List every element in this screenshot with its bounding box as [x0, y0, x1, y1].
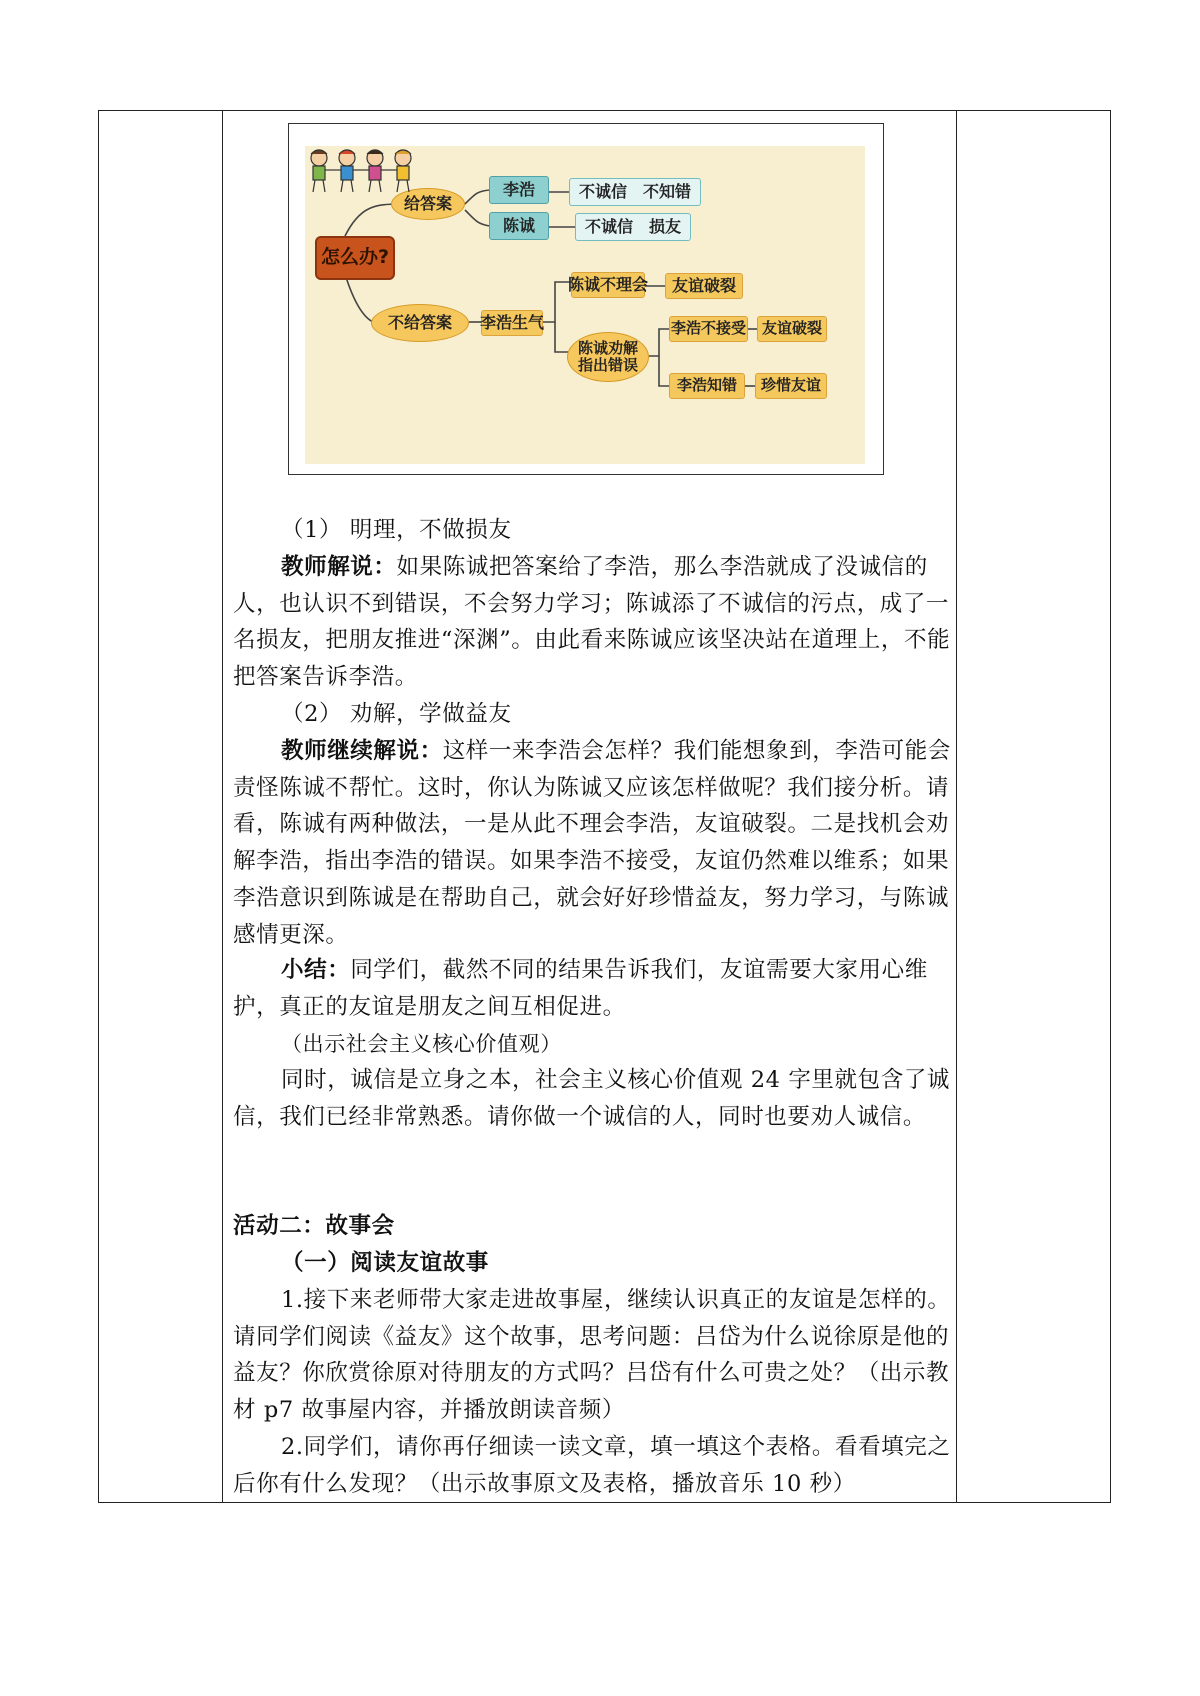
node-friendship-broken-1: 友谊破裂 [665, 273, 743, 299]
node-give-answer: 给答案 [391, 188, 465, 220]
text-teacher-continue: 这样一来李浩会怎样？我们能想象到，李浩可能会责怪陈诚不帮忙。这时，你认为陈诚又应该怎样做呢？我们接分析。请看，陈诚有两种做法，一是从此不理会李浩，友谊破裂。二是找机会劝解李浩，指出李浩的错误。如果李浩不接受，友谊仍然难以维系；如果李浩意识到陈诚是在帮助自己，就会好好珍惜益友，努力学习，与陈诚感情更深。 [233, 738, 951, 948]
label-teacher-explain: 教师解说： [281, 554, 397, 580]
node-chen-ignore: 陈诚不理会 [571, 272, 645, 298]
mindmap-canvas [305, 146, 865, 464]
label-summary: 小结： [281, 957, 351, 983]
label-teacher-continue: 教师继续解说： [281, 738, 443, 764]
subsection-read-stories: （一）阅读友谊故事 [281, 1250, 489, 1276]
node-li-reject: 李浩不接受 [669, 316, 748, 342]
node-li-hao-result: 不诚信 不知错 [569, 178, 701, 206]
node-no-answer: 不给答案 [371, 304, 469, 342]
paragraph-integrity: 同时，诚信是立身之本，社会主义核心价值观 24 字里就包含了诚信，我们已经非常熟悉。请你做一个诚信的人，同时也要劝人诚信。 [233, 1067, 951, 1130]
paragraph-teacher-explain [233, 549, 951, 696]
text-teacher-explain: 如果陈诚把答案给了李浩，那么李浩就成了没诚信的人，也认识不到错误，不会努力学习；陈诚添了不诚信的污点，成了一名损友，把朋友推进“深渊”。由此看来陈诚应该坚决站在道理上，不能把答案告诉李浩。 [233, 554, 951, 691]
node-chen-cheng-result: 不诚信 损友 [575, 213, 691, 241]
mindmap-figure [288, 123, 884, 475]
paragraph-step-1: 1.接下来老师带大家走进故事屋，继续认识真正的友谊是怎样的。请同学们阅读《益友》这个故事，思考问题：吕岱为什么说徐原是他的益友？你欣赏徐原对待朋友的方式吗？吕岱有什么可贵之处？（出示教材 p7 故事屋内容，并播放朗读音频） [233, 1287, 951, 1424]
column-divider-right [956, 111, 957, 1502]
section-title-2: （2） 劝解，学做益友 [281, 701, 512, 727]
node-li-knows: 李浩知错 [669, 373, 745, 399]
node-chen-persuade: 陈诚劝解 指出错误 [567, 332, 649, 382]
paragraph-summary [233, 952, 951, 1025]
paragraph-step-2: 2.同学们，请你再仔细读一读文章，填一填这个表格。看看填完之后你有什么发现？（出示故事原文及表格，播放音乐 10 秒） [233, 1434, 951, 1497]
node-chen-cheng: 陈诚 [489, 212, 549, 240]
node-cherish: 珍惜友谊 [755, 373, 827, 399]
text-summary: 同学们，截然不同的结果告诉我们，友谊需要大家用心维护，真正的友谊是朋友之间互相促进。 [233, 957, 928, 1020]
note-core-values: （出示社会主义核心价值观） [281, 1032, 562, 1056]
node-li-hao: 李浩 [489, 176, 549, 204]
children-illustration [305, 146, 425, 196]
section-title-1: （1） 明理，不做损友 [281, 517, 512, 543]
paragraph-teacher-continue [233, 733, 951, 953]
node-friendship-broken-2: 友谊破裂 [757, 316, 827, 342]
node-li-hao-angry: 李浩生气 [481, 310, 543, 336]
mindmap-root: 怎么办? [315, 236, 395, 280]
column-divider-left [222, 111, 223, 1502]
activity-two-heading: 活动二：故事会 [233, 1213, 395, 1239]
